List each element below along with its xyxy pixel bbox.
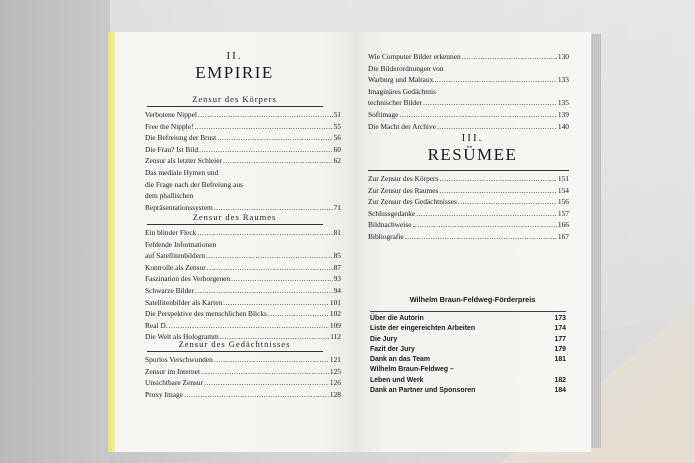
toc-entry: technischer Bilder ..... 135: [368, 97, 569, 109]
book-page-stack: [591, 34, 601, 448]
toc-entry: Zur Zensur des Gedächtnisses ..... 156: [368, 196, 569, 208]
toc-entry: Proxy Image ..... 128: [145, 389, 341, 401]
background-shadow: [0, 0, 110, 463]
toc-entry: Liste der eingereichten Arbeiten 174: [370, 325, 566, 333]
toc-entry: Dank an Partner und Sponsoren 184: [370, 387, 566, 395]
toc-entry: Zensur als letzter Schleier ..... 62: [145, 155, 341, 167]
toc-entry: Zensur im Internet ..... 125: [145, 366, 341, 378]
prize-heading: Wilhelm Braun-Feldweg-Förderpreis: [409, 295, 536, 304]
toc-entry: dem phallischen: [145, 191, 194, 201]
toc-entry: Fazit der Jury 179: [370, 345, 566, 353]
toc-entry: Satellitenbilder als Karten ..... 101: [145, 297, 341, 309]
toc-entry: Wie Computer Bilder erkennen ..... 130: [368, 51, 569, 63]
toc-entry: Schwarze Bilder ..... 94: [145, 285, 341, 297]
toc-entry: Die Jury 177: [370, 335, 566, 343]
toc-entry: Das mediale Hymen und: [145, 167, 219, 177]
toc-entry: Unsichtbare Zensur ..... 126: [145, 377, 341, 389]
toc-entry: Softimage ..... 139: [368, 109, 569, 121]
toc-entry: Verbotene Nippel ..... 51: [145, 109, 341, 121]
section-heading: Zensur des Raumes: [192, 212, 277, 222]
toc-entry: Die Befreiung der Brust ..... 56: [145, 132, 341, 144]
section-heading: Zensur des Gedächtnisses: [178, 339, 291, 349]
toc-list-continued: [368, 51, 569, 132]
prize-toc-list: [370, 314, 566, 396]
toc-entry: Über die Autorin 173: [370, 315, 566, 322]
open-book: [108, 32, 600, 454]
toc-entry: Die Macht der Archive ..... 140: [368, 121, 569, 133]
toc-entry: Dank an das Team 181: [370, 356, 566, 364]
right-page: [354, 32, 591, 452]
toc-entry: die Frage nach der Befreiung aus: [145, 179, 243, 189]
toc-entry: Bibliografie ..... 167: [368, 231, 569, 243]
section-rule: [147, 106, 323, 107]
toc-entry: Die Welt als Hologramm ..... 112: [145, 331, 341, 343]
toc-entry: Die Perspektive des menschlichen Blicks ..... 102: [145, 308, 341, 320]
toc-entry: Warburg und Malraux ..... 133: [368, 74, 569, 86]
toc-list-summary: [368, 173, 569, 243]
toc-entry: Die Frau? Ist Bild ..... 60: [145, 144, 341, 156]
toc-entry: Real D. ..... 109: [145, 320, 341, 332]
toc-entry: Kontrolle als Zensur ..... 87: [145, 262, 341, 274]
toc-entry: Spurlos Verschwunden ..... 121: [145, 354, 341, 366]
toc-entry: Schlussgedanke ..... 157: [368, 208, 569, 220]
toc-entry: Wilhelm Braun-Feldweg –: [370, 366, 454, 374]
section-rule: [147, 224, 323, 225]
section-rule: [368, 170, 569, 171]
toc-list-raumes: [145, 227, 341, 343]
section-heading: Zensur des Körpers: [192, 94, 277, 104]
left-page: [115, 32, 354, 452]
chapter-number: II.: [226, 50, 243, 62]
toc-entry: Free the Nipple! ..... 55: [145, 121, 341, 133]
toc-list-koerper: [145, 109, 341, 213]
toc-entry: Ein blinder Fleck ..... 81: [145, 227, 341, 239]
prize-rule: [370, 311, 566, 312]
toc-entry: Bildnachweise ..... 166: [368, 219, 569, 231]
book-yellow-edge: [108, 32, 115, 452]
section-rule: [147, 351, 323, 352]
toc-entry: Zur Zensur des Raumes ..... 154: [368, 185, 569, 197]
toc-entry: Faszination des Verborgenen ..... 93: [145, 273, 341, 285]
toc-entry: Leben und Werk 182: [370, 376, 566, 384]
toc-entry: Die Bilderordnungen von: [368, 63, 444, 73]
chapter-title: EMPIRIE: [195, 63, 274, 82]
chapter-title: RESÜMEE: [427, 145, 518, 164]
toc-list-gedaechtnis: [145, 354, 341, 400]
chapter-number: III.: [461, 132, 484, 144]
toc-entry: Repräsentationssystem ..... 71: [145, 202, 341, 214]
toc-entry: Imaginäres Gedächtnis: [368, 86, 436, 96]
toc-entry: Zur Zensur des Körpers ..... 151: [368, 173, 569, 185]
toc-entry: Fehlende Informationen: [145, 239, 217, 249]
toc-entry: auf Satellitenbildern ..... 85: [145, 250, 341, 262]
